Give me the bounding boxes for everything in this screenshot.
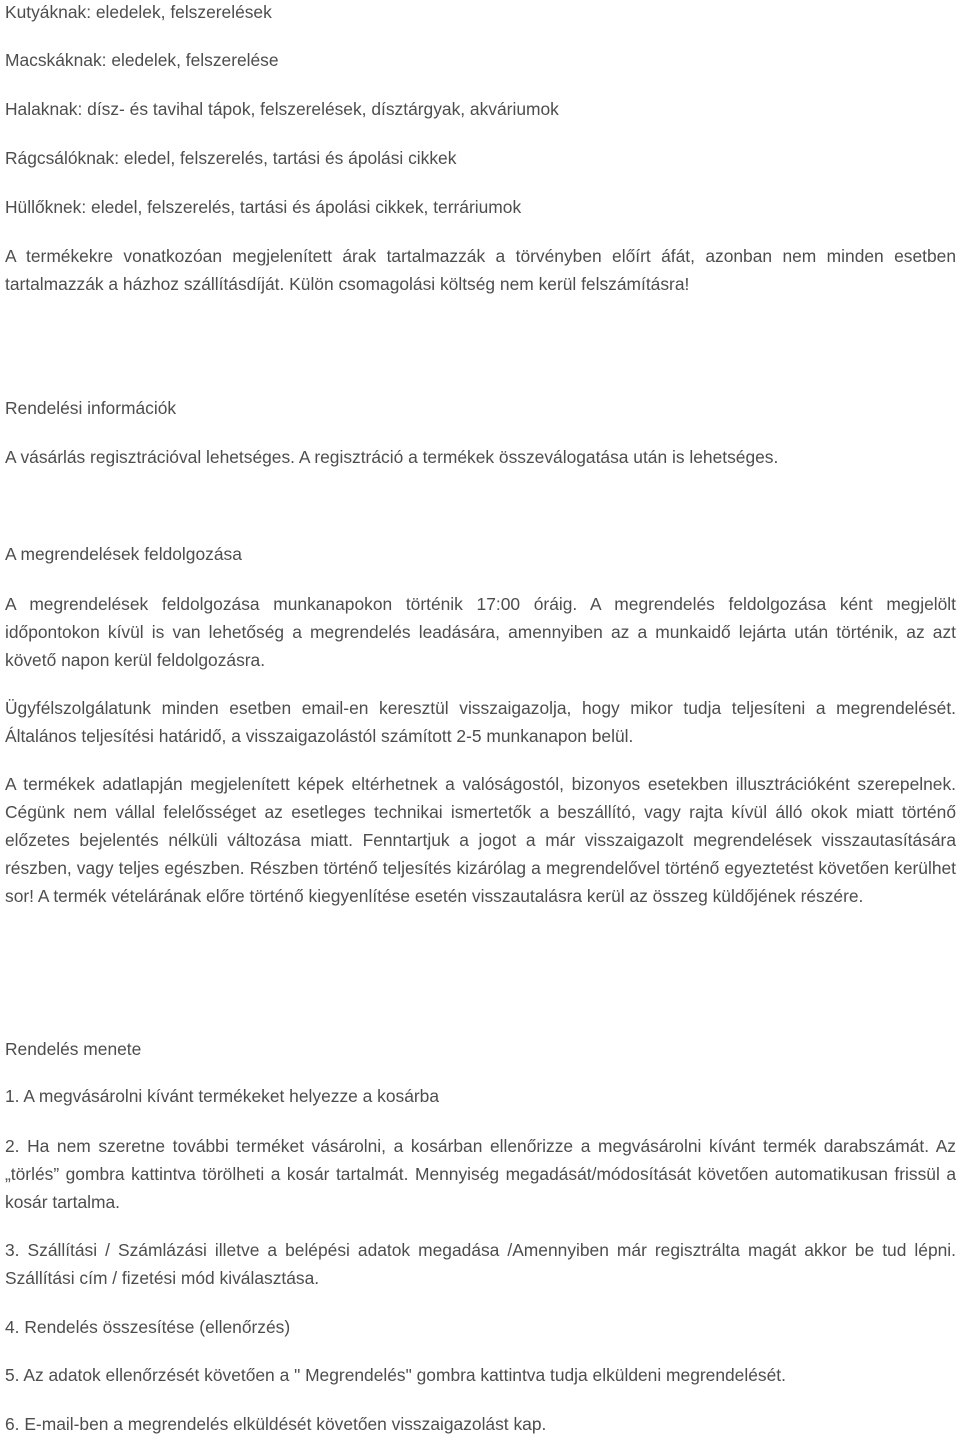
ordering-info-heading: Rendelési információk: [5, 398, 177, 418]
category-cats: Macskáknak: eledelek, felszerelése: [5, 50, 279, 70]
order-step-5: 5. Az adatok ellenőrzését követően a " Megrendelés" gombra kattintva tudja elküldeni megrendelését.: [5, 1365, 786, 1385]
processing-heading: A megrendelések feldolgozása: [5, 544, 242, 564]
processing-paragraph-1: A megrendelések feldolgozása munkanapokon történik 17:00 óráig. A megrendelés feldolgozása ként megjelölt időpontokon kívül is van lehetőség a megrendelés leadására, amennyiben az a munkaidő lejárta után történik, az azt követő napon kerül feldolgozásra.: [5, 594, 956, 670]
order-step-3: 3. Szállítási / Számlázási illetve a belépési adatok megadása /Amennyiben már regisztrálta magát akkor be tud lépni. Szállítási cím / fizetési mód kiválasztása.: [5, 1240, 956, 1288]
processing-paragraph-3: A termékek adatlapján megjelenített képek eltérhetnek a valóságostól, bizonyos esetekben illusztrációként szerepelnek. Cégünk nem vállal felelősséget az esetleges technikai ismertetők a beszállító, vagy rajta kívül álló okok miatt történő előzetes bejelentés nélküli változása miatt. Fenntartjuk a jogot a már visszaigazolt megrendelések visszautasítására részben, vagy teljes egészben. Részben történő teljesítés kizárólag a megrendelővel történő egyeztetést követően kerülhet sor! A termék vételárának előre történő kiegyenlítése esetén visszautalásra kerül az összeg küldőjének részére.: [5, 774, 956, 906]
order-step-6: 6. E-mail-ben a megrendelés elküldését követően visszaigazolást kap.: [5, 1414, 547, 1434]
category-reptiles: Hüllőknek: eledel, felszerelés, tartási és ápolási cikkek, terráriumok: [5, 197, 522, 217]
order-step-4: 4. Rendelés összesítése (ellenőrzés): [5, 1317, 291, 1337]
category-fish: Halaknak: dísz- és tavihal tápok, felszerelések, dísztárgyak, akváriumok: [5, 99, 559, 119]
order-process-heading: Rendelés menete: [5, 1039, 142, 1059]
order-step-1: 1. A megvásárolni kívánt termékeket helyezze a kosárba: [5, 1086, 440, 1106]
category-dogs: Kutyáknak: eledelek, felszerelések: [5, 2, 272, 22]
category-rodents: Rágcsálóknak: eledel, felszerelés, tartási és ápolási cikkek: [5, 148, 457, 168]
ordering-info-text: A vásárlás regisztrációval lehetséges. A regisztráció a termékek összeválogatása után is lehetséges.: [5, 447, 779, 467]
price-note: A termékekre vonatkozóan megjelenített árak tartalmazzák a törvényben előírt áfát, azonban nem minden esetben tartalmazzák a házhoz szállításdíját. Külön csomagolási költség nem kerül felszámításra!: [5, 246, 956, 294]
processing-paragraph-2: Ügyfélszolgálatunk minden esetben email-en keresztül visszaigazolja, hogy mikor tudja teljesíteni a megrendelését. Általános teljesítési határidő, a visszaigazolástól számított 2-5 munkanapon belül.: [5, 698, 956, 746]
order-step-2: 2. Ha nem szeretne további terméket vásárolni, a kosárban ellenőrizze a megvásárolni kívánt termék darabszámát. Az „törlés” gombra kattintva törölheti a kosár tartalmát. Mennyiség megadását/módosítását követően automatikusan frissül a kosár tartalma.: [5, 1136, 956, 1212]
